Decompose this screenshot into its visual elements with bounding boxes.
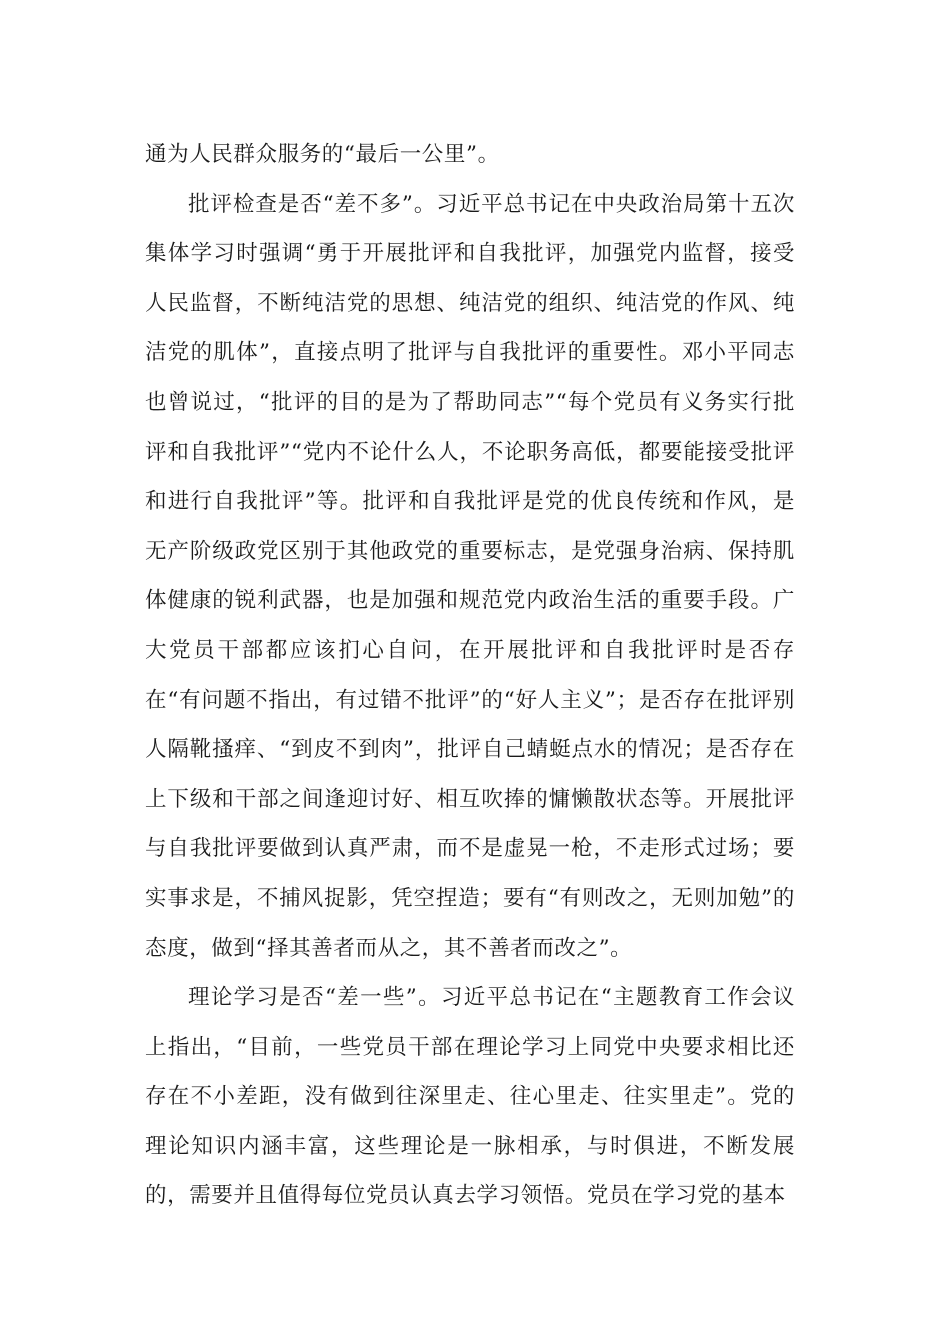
paragraph-criticism: 批评检查是否“差不多”。习近平总书记在中央政治局第十五次集体学习时强调“勇于开展批评和自我批评，加强党内监督，接受人民监督，不断纯洁党的思想、纯洁党的组织、纯洁党的作风、纯洁党的肌体”，直接点明了批评与自我批评的重要性。邓小平同志也曾说过，“批评的目的是为了帮助同志”“每个党员有义务实行批评和自我批评”“党内不论什么人，不论职务高低，都要能接受批评和进行自我批评”等。批评和自我批评是党的优良传统和作风，是无产阶级政党区别于其他政党的重要标志，是党强身治病、保持肌体健康的锐利武器，也是加强和规范党内政治生活的重要手段。广大党员干部都应该扪心自问，在开展批评和自我批评时是否存在“有问题不指出，有过错不批评”的“好人主义”；是否存在批评别人隔靴搔痒、“到皮不到肉”，批评自己蜻蜓点水的情况；是否存在上下级和干部之间逢迎讨好、相互吹捧的慵懒散状态等。开展批评与自我批评要做到认真严肃，而不是虚晃一枪，不走形式过场；要实事求是，不捕风捉影，凭空捏造；要有“有则改之，无则加勉”的态度，做到“择其善者而从之，其不善者而改之”。 [145,191,795,961]
document-body [145,130,795,1221]
paragraph-continuation: 通为人民群众服务的“最后一公里”。 [145,142,500,167]
paragraph-theory-study: 理论学习是否“差一些”。习近平总书记在“主题教育工作会议上指出，“目前，一些党员干部在理论学习上同党中央要求相比还存在不小差距，没有做到往深里走、往心里走、往实里走”。党的理论知识内涵丰富，这些理论是一脉相承，与时俱进，不断发展的，需要并且值得每位党员认真去学习领悟。党员在学习党的基本 [145,985,795,1209]
